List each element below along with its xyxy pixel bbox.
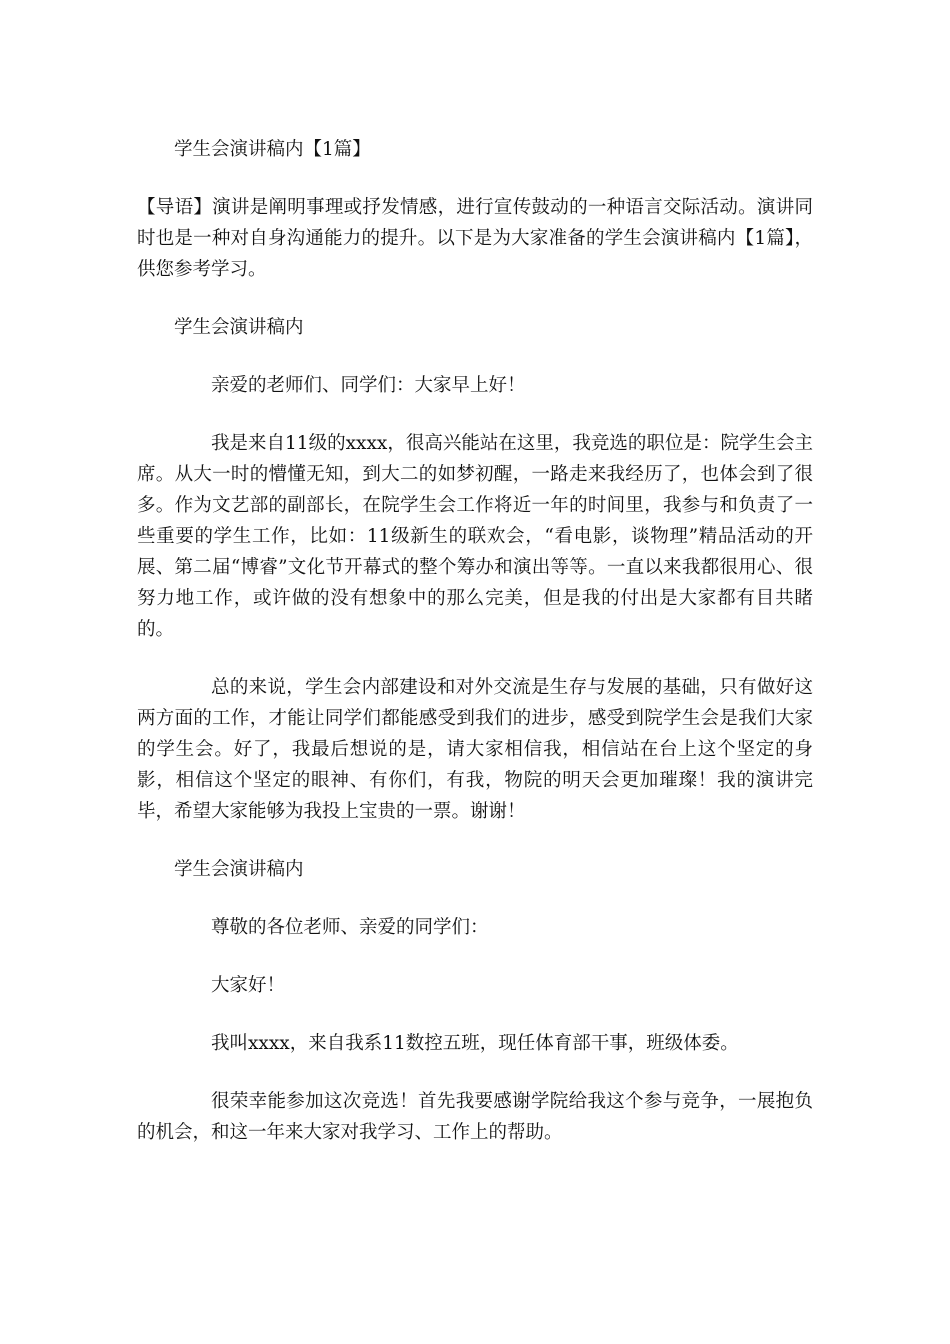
body-paragraph: 我叫xxxx，来自我系11数控五班，现任体育部干事，班级体委。 xyxy=(211,1033,739,1054)
hello-paragraph: 大家好！ xyxy=(211,975,286,996)
intro-paragraph: 【导语】演讲是阐明事理或抒发情感，进行宣传鼓动的一种语言交际活动。演讲同时也是一种对自身沟通能力的提升。以下是为大家准备的学生会演讲稿内【1篇】，供您参考学习。 xyxy=(137,197,813,280)
body-paragraph: 很荣幸能参加这次竞选！首先我要感谢学院给我这个参与竞争，一展抱负的机会，和这一年来大家对我学习、工作上的帮助。 xyxy=(137,1091,813,1143)
body-paragraph: 我是来自11级的xxxx，很高兴能站在这里，我竞选的职位是：院学生会主席。从大一时的懵懂无知，到大二的如梦初醒，一路走来我经历了，也体会到了很多。作为文艺部的副部长，在院学生会工作将近一年的时间里，我参与和负责了一些重要的学生工作，比如：11级新生的联欢会，“看电影，谈物理”精品活动的开展、第二届“博睿”文化节开幕式的整个筹办和演出等等。一直以来我都很用心、很努力地工作，或许做的没有想象中的那么完美，但是我的付出是大家都有目共睹的。 xyxy=(137,433,813,640)
section-heading: 学生会演讲稿内 xyxy=(174,859,304,880)
greeting-paragraph: 亲爱的老师们、同学们：大家早上好！ xyxy=(211,375,526,396)
document-body xyxy=(137,134,813,1175)
document-title: 学生会演讲稿内【1篇】 xyxy=(174,139,371,160)
body-paragraph: 总的来说，学生会内部建设和对外交流是生存与发展的基础，只有做好这两方面的工作，才能让同学们都能感受到我们的进步，感受到院学生会是我们大家的学生会。好了，我最后想说的是，请大家相信我，相信站在台上这个坚定的身影，相信这个坚定的眼神、有你们，有我，物院的明天会更加璀璨！我的演讲完毕，希望大家能够为我投上宝贵的一票。谢谢！ xyxy=(137,677,813,822)
greeting-paragraph: 尊敬的各位老师、亲爱的同学们： xyxy=(211,917,489,938)
section-heading: 学生会演讲稿内 xyxy=(174,317,304,338)
